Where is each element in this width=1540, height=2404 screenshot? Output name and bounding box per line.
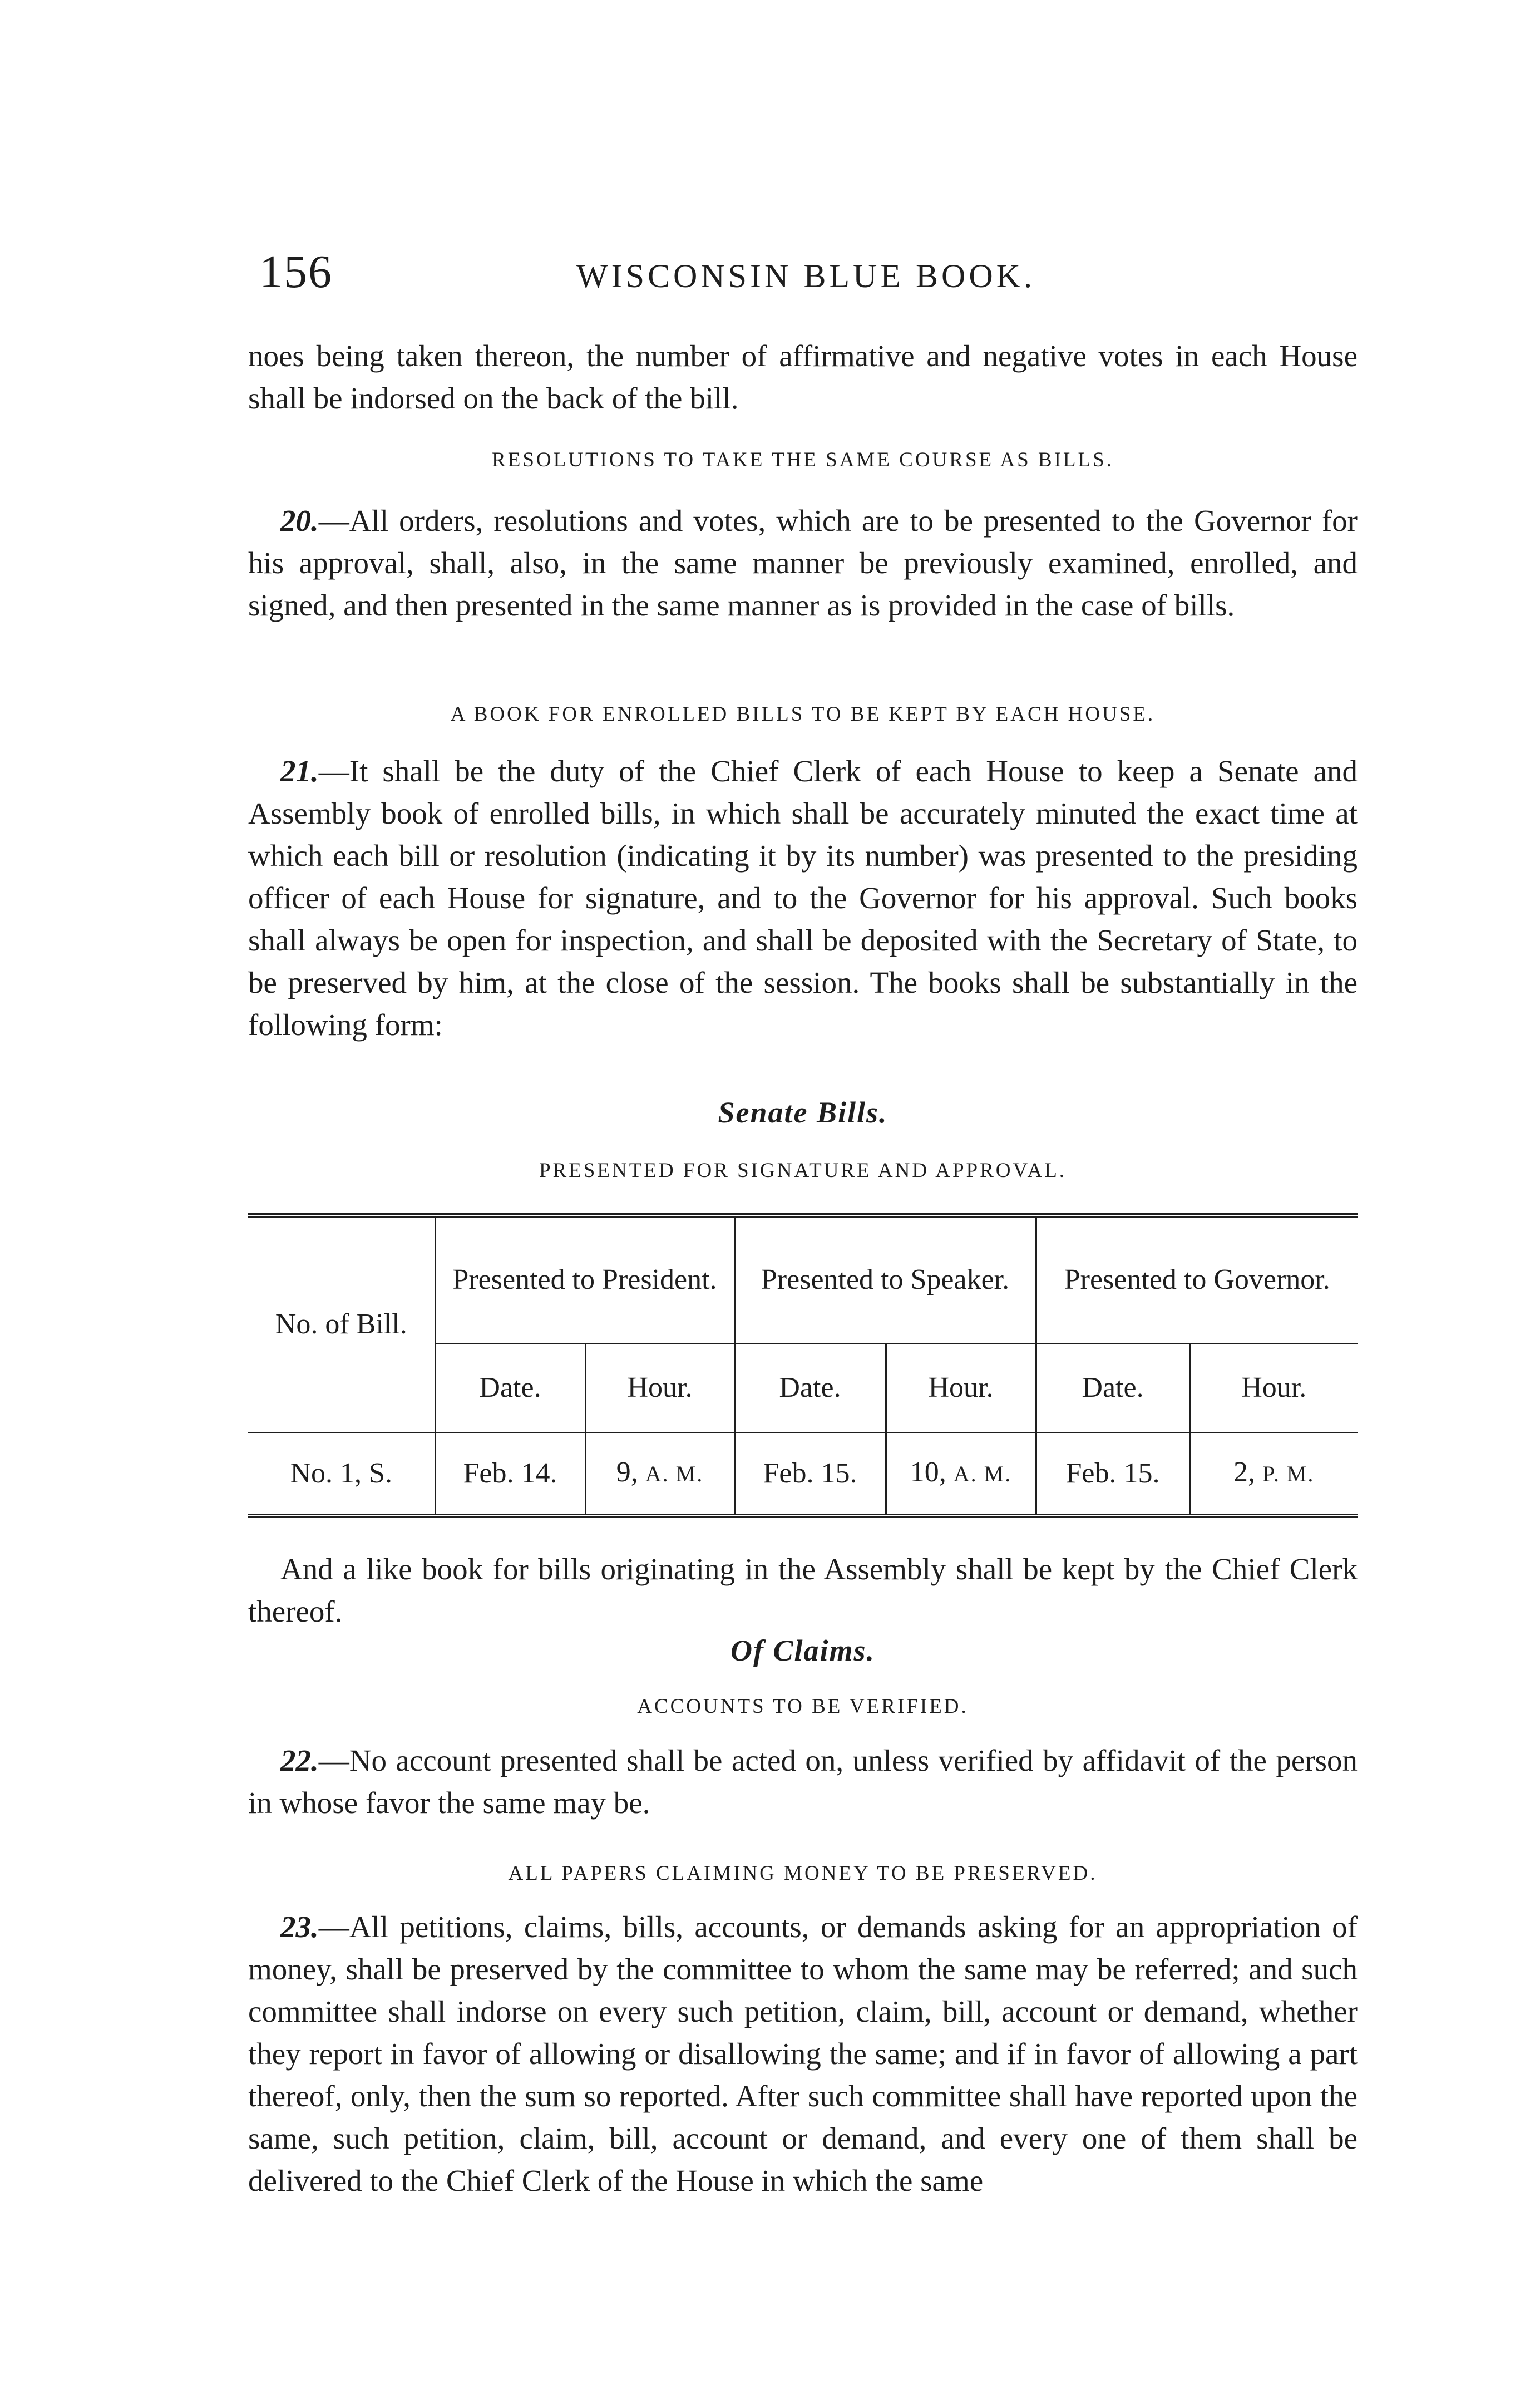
subheader-date: Date. — [734, 1343, 886, 1432]
hour-number: 10, — [910, 1456, 946, 1489]
hour-meridiem: A. M. — [953, 1461, 1012, 1487]
cell-speaker-hour — [886, 1432, 1036, 1516]
heading-papers: ALL PAPERS CLAIMING MONEY TO BE PRESERVED. — [508, 1862, 1098, 1885]
page-header — [259, 245, 1358, 300]
section-number: 22. — [280, 1743, 319, 1777]
subheader-hour: Hour. — [886, 1343, 1036, 1432]
col-header-president: Presented to President. — [435, 1215, 734, 1343]
assembly-paragraph: And a like book for bills originating in the Assembly shall be kept by the Chief Clerk thereof. — [248, 1552, 1358, 1628]
col-header-speaker: Presented to Speaker. — [734, 1215, 1036, 1343]
heading-book: A BOOK FOR ENROLLED BILLS TO BE KEPT BY EACH HOUSE. — [450, 703, 1156, 726]
table-row — [248, 1432, 1358, 1516]
section-text: —No account presented shall be acted on, unless verified by affidavit of the person in whose favor the same may be. — [248, 1743, 1358, 1820]
page-number: 156 — [259, 246, 333, 298]
section-21 — [248, 750, 1358, 1046]
heading-presented: PRESENTED FOR SIGNATURE AND APPROVAL. — [539, 1159, 1067, 1182]
heading-resolutions: RESOLUTIONS TO TAKE THE SAME COURSE AS BILLS. — [492, 449, 1114, 471]
hour-meridiem: P. M. — [1262, 1461, 1315, 1487]
cell-president-date: Feb. 14. — [435, 1432, 585, 1516]
hour-meridiem: A. M. — [645, 1461, 704, 1487]
col-header-bill-no: No. of Bill. — [248, 1215, 435, 1432]
cell-governor-hour — [1189, 1432, 1358, 1516]
section-22 — [248, 1740, 1358, 1824]
subheader-date: Date. — [1036, 1343, 1189, 1432]
heading-accounts: ACCOUNTS TO BE VERIFIED. — [637, 1695, 969, 1718]
section-number: 20. — [280, 504, 319, 538]
subheader-hour: Hour. — [585, 1343, 734, 1432]
subheader-date: Date. — [435, 1343, 585, 1432]
of-claims-title: Of Claims. — [730, 1634, 876, 1667]
section-number: 21. — [280, 754, 319, 788]
running-title: WISCONSIN BLUE BOOK. — [576, 258, 1035, 294]
section-text: —All petitions, claims, bills, accounts, or demands asking for an appropriation of money, shall be preserved by the committee to whom the same may be referred; and such committee shall indorse on every such petition, claim, bill, account or demand, whether they report in favor of allowing or disallowing the same; and if in favor of allowing a part thereof, only, then the sum so reported. After such committee shall have reported upon the same, such petition, claim, bill, account or demand, and every one of them shall be delivered to the Chief Clerk of the House in which the same — [248, 1910, 1358, 2198]
senate-bills-title: Senate Bills. — [718, 1096, 888, 1129]
col-header-governor: Presented to Governor. — [1036, 1215, 1358, 1343]
subheader-hour: Hour. — [1189, 1343, 1358, 1432]
section-23 — [248, 1906, 1358, 2202]
intro-paragraph: noes being taken thereon, the number of affirmative and negative votes in each House shall be indorsed on the back of the bill. — [248, 339, 1358, 415]
cell-president-hour — [585, 1432, 734, 1516]
section-number: 23. — [280, 1910, 319, 1944]
section-20 — [248, 500, 1358, 627]
section-text: —It shall be the duty of the Chief Clerk of each House to keep a Senate and Assembly book of enrolled bills, in which shall be accurately minuted the exact time at which each bill or resolution (indicating it by its number) was presented to the presiding officer of each House for signature, and to the Governor for his approval. Such books shall always be open for inspection, and shall be deposited with the Secretary of State, to be preserved by him, at the close of the session. The books shall be substantially in the following form: — [248, 754, 1358, 1042]
hour-number: 9, — [616, 1456, 638, 1489]
bills-table — [248, 1213, 1358, 1518]
cell-bill-no: No. 1, S. — [290, 1457, 392, 1489]
hour-number: 2, — [1233, 1456, 1256, 1489]
cell-governor-date: Feb. 15. — [1036, 1432, 1189, 1516]
cell-speaker-date: Feb. 15. — [734, 1432, 886, 1516]
section-text: —All orders, resolutions and votes, which are to be presented to the Governor for his approval, shall, also, in the same manner be previously examined, enrolled, and signed, and then presented in the same manner as is provided in the case of bills. — [248, 504, 1358, 622]
